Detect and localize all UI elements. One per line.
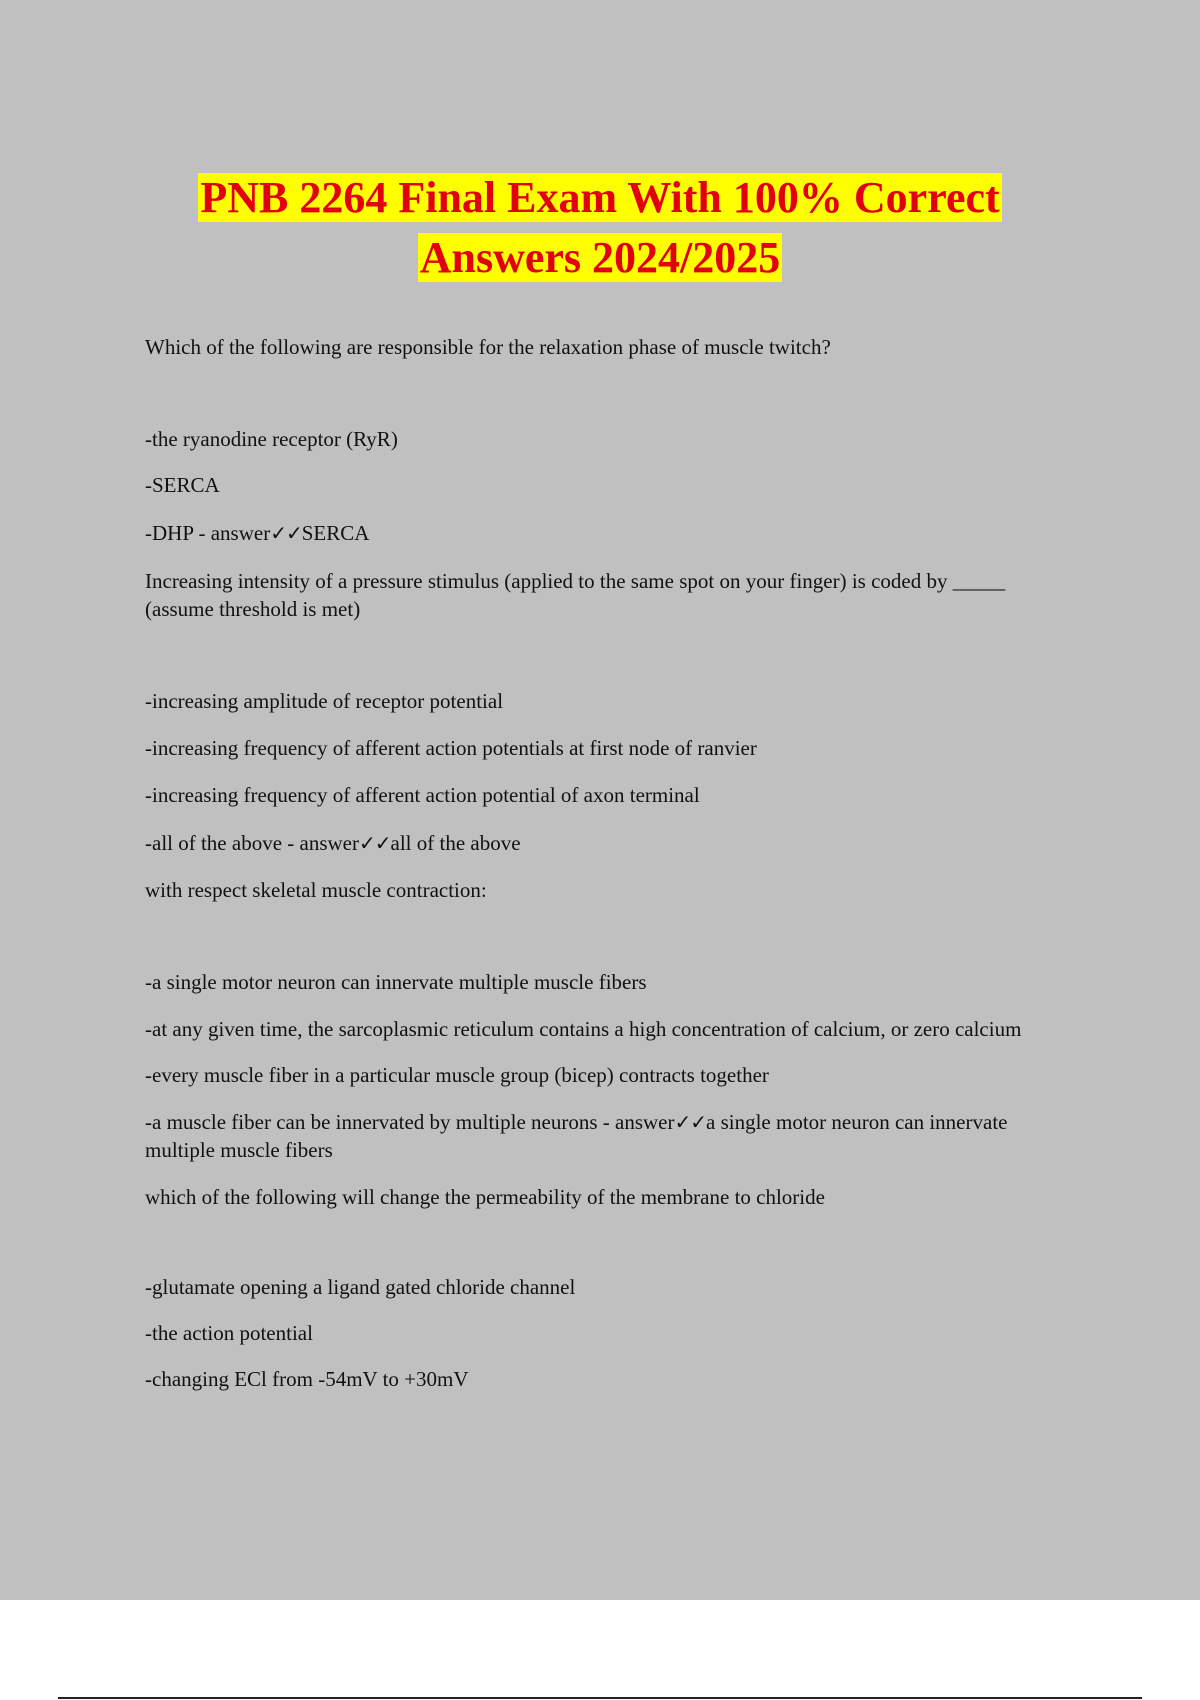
option-text: -all of the above - answer xyxy=(145,831,359,855)
option-text: -a single motor neuron can innervate multiple muscle fibers xyxy=(145,970,647,994)
document-body xyxy=(145,333,1075,1393)
option-text: -increasing frequency of afferent action potential of axon terminal xyxy=(145,783,700,807)
option-text: -at any given time, the sarcoplasmic reticulum contains a high concentration of calcium, or zero calcium xyxy=(145,1017,1022,1041)
option-text: -SERCA xyxy=(145,473,220,497)
answer-text: all of the above xyxy=(390,831,521,855)
bottom-divider xyxy=(58,1697,1142,1699)
answer-text: SERCA xyxy=(301,521,370,545)
option-text: -changing ECl from -54mV to +30mV xyxy=(145,1367,469,1391)
option-text: -the ryanodine receptor (RyR) xyxy=(145,427,398,451)
option-text: -a muscle fiber can be innervated by multiple neurons - answer xyxy=(145,1110,675,1134)
question-text: with respect skeletal muscle contraction: xyxy=(145,878,487,902)
document-title xyxy=(0,168,1200,288)
option-with-answer xyxy=(145,829,1075,857)
check-mark-icon: ✓✓ xyxy=(270,521,302,545)
option-text: -DHP - answer xyxy=(145,521,271,545)
option-text: -increasing amplitude of receptor potential xyxy=(145,689,504,713)
option-text: -every muscle fiber in a particular muscle group (bicep) contracts together xyxy=(145,1063,769,1087)
option-text: -the action potential xyxy=(145,1321,313,1345)
option-text: -increasing frequency of afferent action potentials at first node of ranvier xyxy=(145,736,757,760)
question-text: Increasing intensity of a pressure stimulus (applied to the same spot on your finger) is coded by _____ (assume threshold is met) xyxy=(145,569,1006,621)
option-with-answer xyxy=(145,519,1075,547)
question-text: Which of the following are responsible for the relaxation phase of muscle twitch? xyxy=(145,335,831,359)
option-text: -glutamate opening a ligand gated chloride channel xyxy=(145,1275,576,1299)
question-text: which of the following will change the permeability of the membrane to chloride xyxy=(145,1185,825,1209)
title-line-1: PNB 2264 Final Exam With 100% Correct xyxy=(200,173,1000,222)
check-mark-icon: ✓✓ xyxy=(359,831,391,855)
check-mark-icon: ✓✓ xyxy=(674,1110,706,1134)
answer-text: a single motor neuron can innervate multiple muscle fibers xyxy=(145,1110,1008,1162)
option-with-answer xyxy=(145,1108,1075,1164)
title-line-2: Answers 2024/2025 xyxy=(419,233,781,282)
